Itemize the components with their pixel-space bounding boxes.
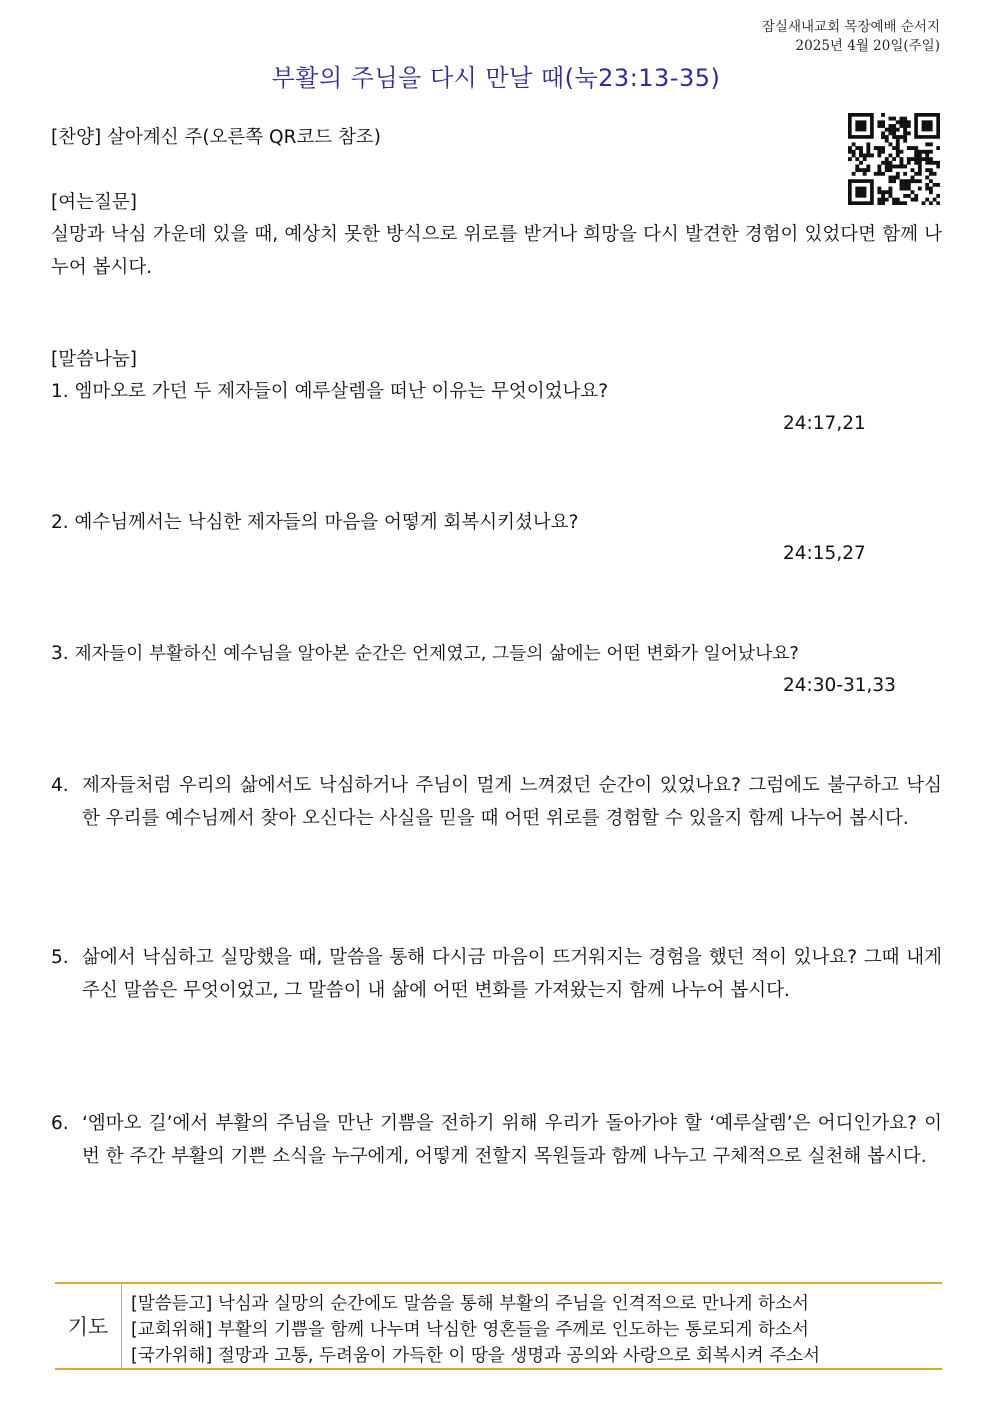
question-item xyxy=(51,637,942,670)
church-line: 잠실새내교회 목장예배 순서지 xyxy=(761,19,940,35)
hymn-line xyxy=(51,121,381,154)
prayer-item: [국가위해] 절망과 고통, 두려움이 가득한 이 땅을 생명과 공의와 사랑으로 회복시켜 주소서 xyxy=(131,1346,820,1366)
header-meta xyxy=(762,18,940,56)
question-number: 4. xyxy=(51,775,69,796)
qr-code-icon[interactable] xyxy=(848,113,940,205)
hymn-text: 살아계신 주(오른쪽 QR코드 참조) xyxy=(107,127,382,148)
question-text: 삶에서 낙심하고 실망했을 때, 말씀을 통해 다시금 마음이 뜨거워지는 경험을 했던 적이 있나요? 그때 내게 주신 말씀은 무엇이었고, 그 말씀이 내 삶에 어떤 변화를 가져왔는지 함께 나누어 봅시다. xyxy=(82,947,942,1001)
opening-question-label: [여는질문] xyxy=(51,192,137,213)
question-number: 5. xyxy=(51,947,69,968)
question-text: 엠마오로 가던 두 제자들이 예루살렘을 떠난 이유는 무엇이었나요? xyxy=(74,381,609,402)
question-item xyxy=(51,769,942,835)
question-text: ‘엠마오 길’에서 부활의 주님을 만난 기쁨을 전하기 위해 우리가 돌아가야 할 ‘예루살렘’은 어디인가요? 이번 한 주간 부활의 기쁜 소식을 누구에게, 어떻게 전할지 목원들과 함께 나누고 구체적으로 실천해 봅시다. xyxy=(82,1113,942,1167)
question-text: 제자들처럼 우리의 삶에서도 낙심하거나 주님이 멀게 느껴졌던 순간이 있었나요? 그럼에도 불구하고 낙심한 우리를 예수님께서 찾아 오신다는 사실을 믿을 때 어떤 위로를 경험할 수 있을지 함께 나누어 봅시다. xyxy=(82,775,942,829)
question-text: 제자들이 부활하신 예수님을 알아본 순간은 언제였고, 그들의 삶에는 어떤 변화가 일어났나요? xyxy=(74,643,799,664)
question-item xyxy=(51,1107,942,1173)
page-title: 부활의 주님을 다시 만날 때(눅23:13-35) xyxy=(271,64,721,92)
question-item xyxy=(51,941,942,1007)
question-number: 3. xyxy=(51,643,69,664)
word-sharing-label: [말씀나눔] xyxy=(51,349,137,370)
prayer-label: 기도 xyxy=(55,1284,122,1368)
question-number: 6. xyxy=(51,1113,69,1134)
question-number: 1. xyxy=(51,381,69,402)
question-number: 2. xyxy=(51,512,69,533)
opening-question-text: 실망과 낙심 가운데 있을 때, 예상치 못한 방식으로 위로를 받거나 희망을 다시 발견한 경험이 있었다면 함께 나누어 봅시다. xyxy=(51,224,942,278)
prayer-box xyxy=(55,1282,942,1370)
question-item xyxy=(51,375,608,408)
hymn-label: [찬양] xyxy=(51,127,102,148)
prayer-item: [교회위해] 부활의 기쁨을 함께 나누며 낙심한 영혼들을 주께로 인도하는 통로되게 하소서 xyxy=(131,1320,809,1340)
scripture-reference: 24:15,27 xyxy=(783,543,866,564)
date-line: 2025년 4월 20일(주일) xyxy=(795,38,940,54)
question-text: 예수님께서는 낙심한 제자들의 마음을 어떻게 회복시키셨나요? xyxy=(74,512,579,533)
question-item xyxy=(51,506,578,539)
prayer-list xyxy=(122,1284,942,1368)
scripture-reference: 24:30-31,33 xyxy=(783,675,896,696)
scripture-reference: 24:17,21 xyxy=(783,413,866,434)
prayer-item: [말씀듣고] 낙심과 실망의 순간에도 말씀을 통해 부활의 주님을 인격적으로 만나게 하소서 xyxy=(131,1294,809,1314)
